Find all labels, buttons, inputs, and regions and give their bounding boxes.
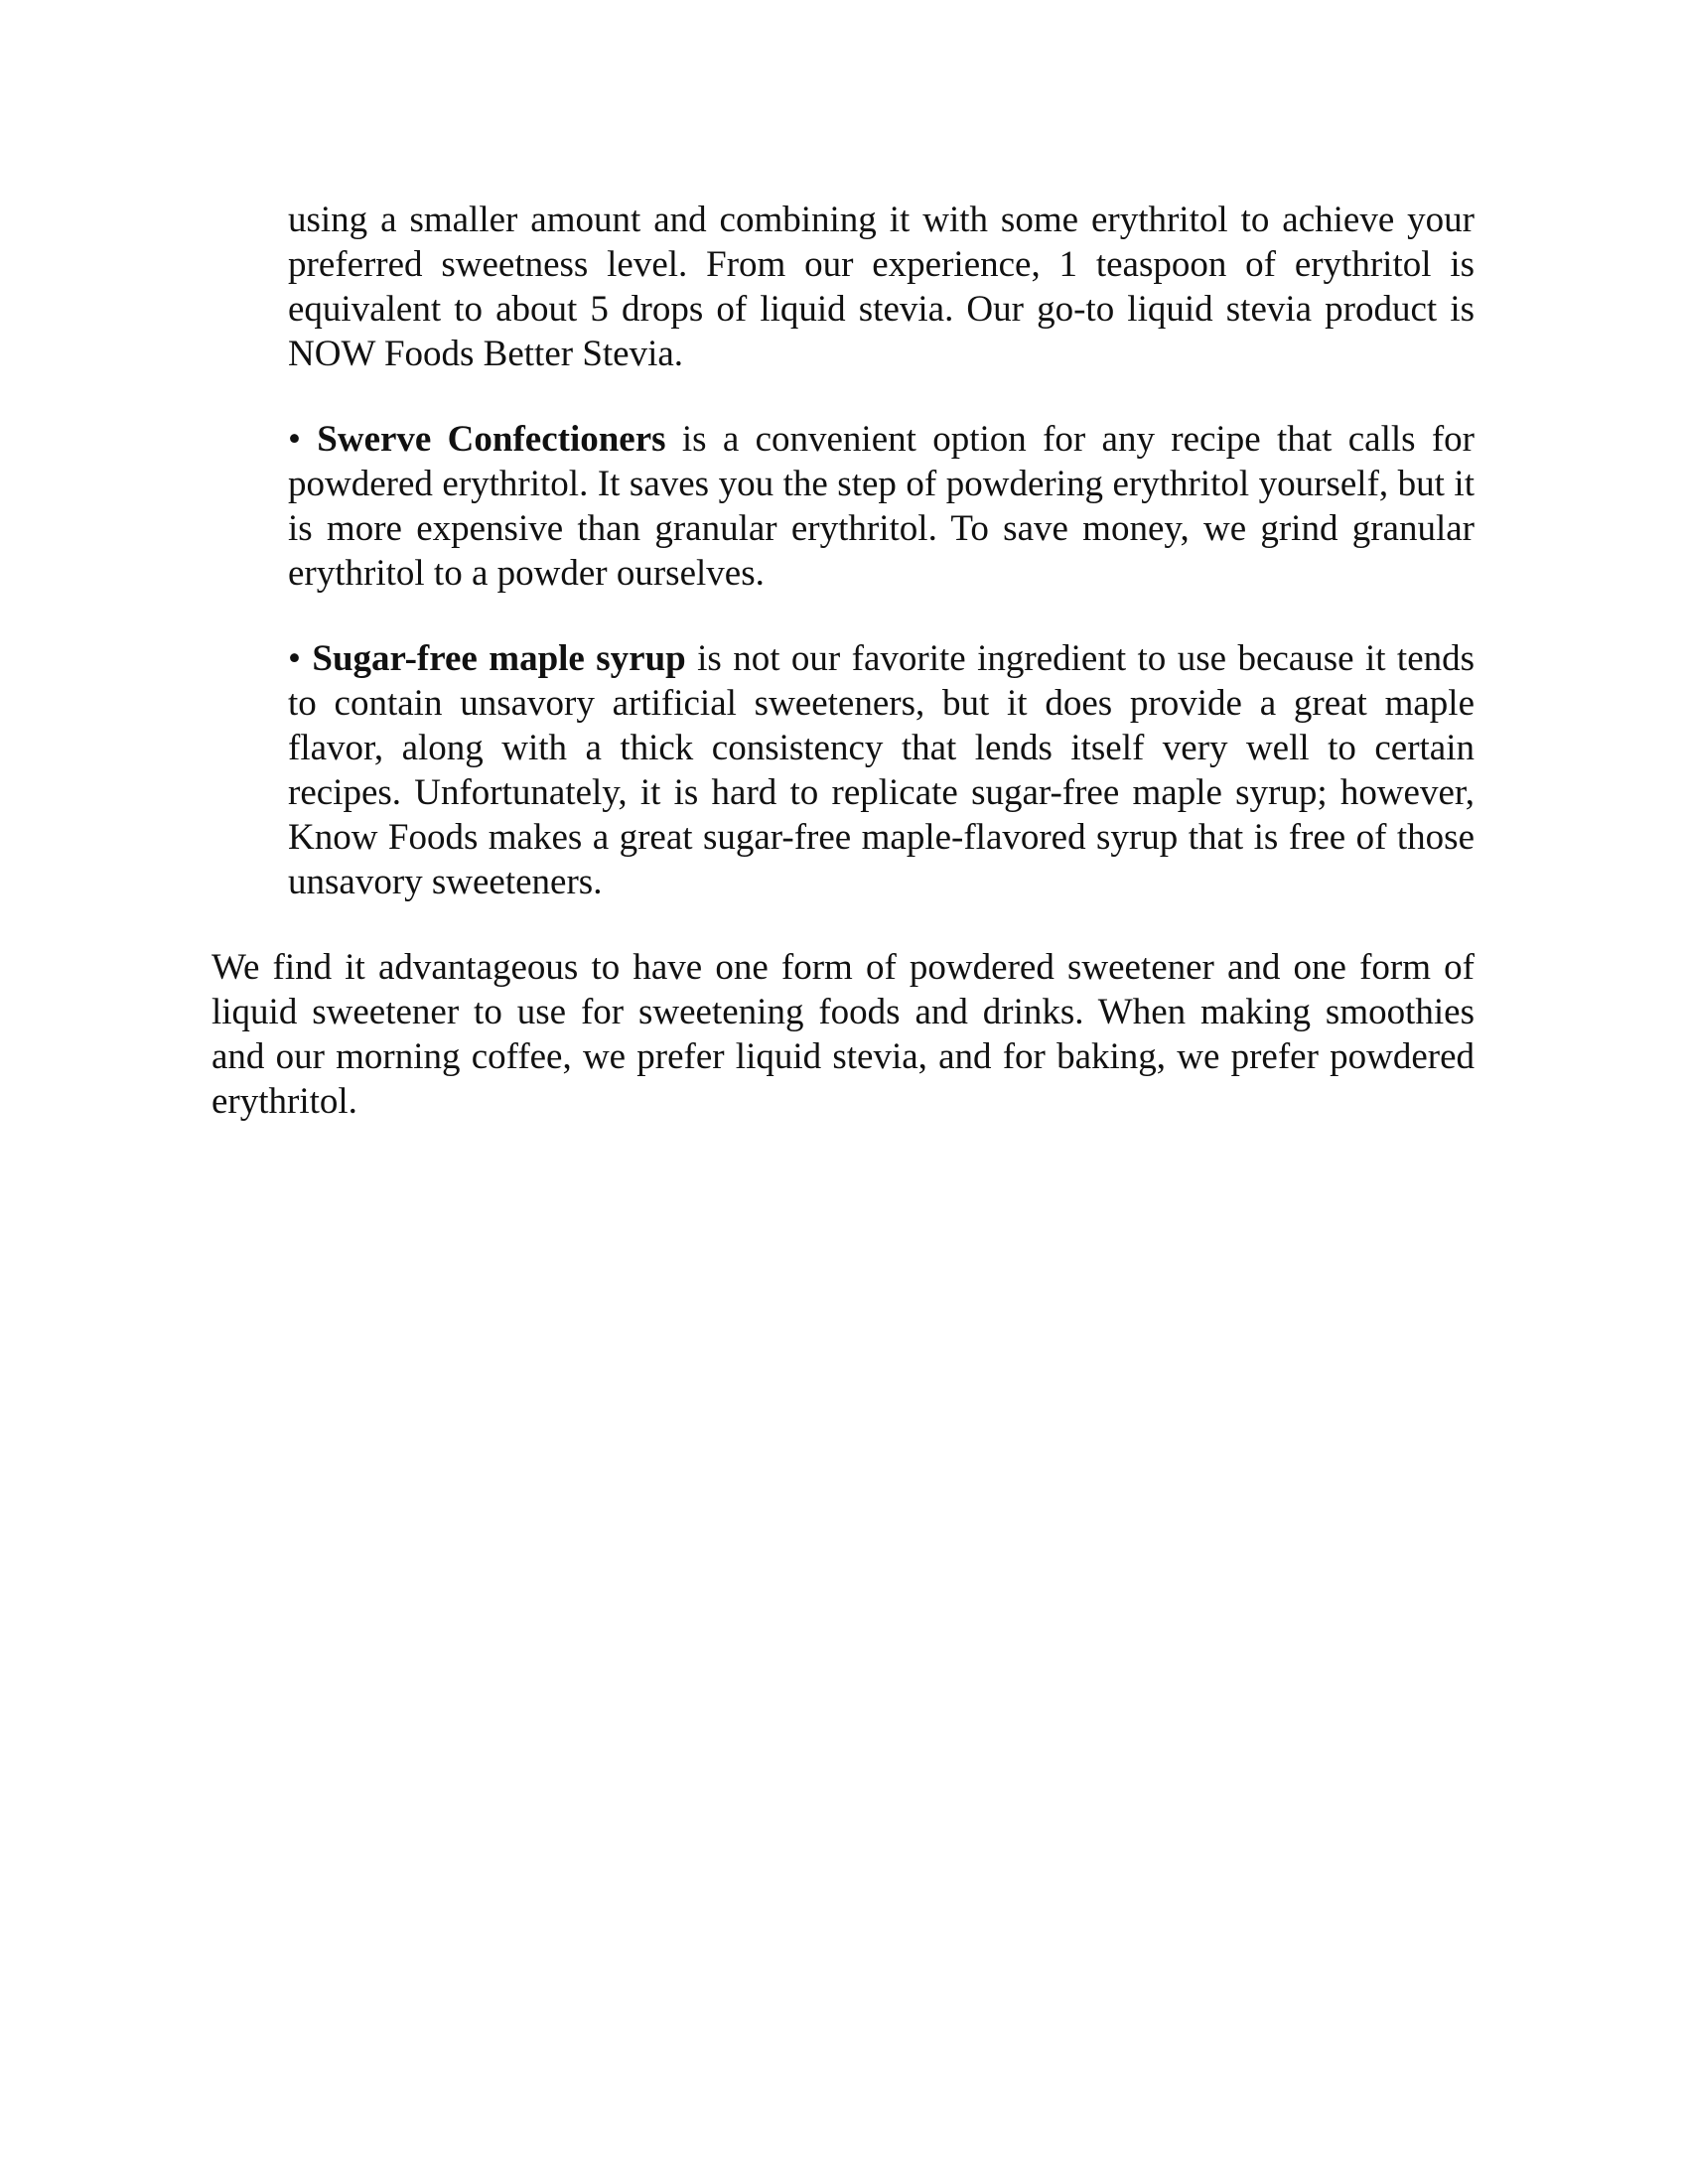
bullet-marker: • [288,638,301,679]
bullet-term: Sugar-free maple syrup [312,638,686,679]
bullet-text: is not our favorite ingredient to use because it tends to contain unsavory artificial sweeteners, but it does provide a great maple flavor, along with a thick consistency that lends itself very well to certain recipes. Unfortunately, it is hard to replicate sugar-free maple syrup; however, Know Foods makes a great sugar-free maple-flavored syrup that is free of those unsavory sweeteners. [288,638,1476,902]
closing-paragraph: We find it advantageous to have one form of powdered sweetener and one form of liquid sweetener to use for sweetening foods and drinks. When making smoothies and our morning coffee, we prefer liquid stevia, and for baking, we prefer powdered erythritol. [211,947,1475,1122]
bullet-swerve-confectioners [288,417,1475,596]
bullet-term: Swerve Confectioners [317,419,666,460]
bullet-text: is a convenient option for any recipe that calls for powdered erythritol. It saves you the step of powdering erythritol yourself, but it is more expensive than granular erythritol. To save money, we grind granular erythritol to a powder ourselves. [288,419,1475,594]
continuation-paragraph: using a smaller amount and combining it with some erythritol to achieve your preferred sweetness level. From our experience, 1 teaspoon of erythritol is equivalent to about 5 drops of liquid stevia. Our go-to liquid stevia product is NOW Foods Better Stevia. [288,200,1475,374]
bullet-sugar-free-maple-syrup [288,636,1475,904]
bullet-marker: • [288,419,301,460]
